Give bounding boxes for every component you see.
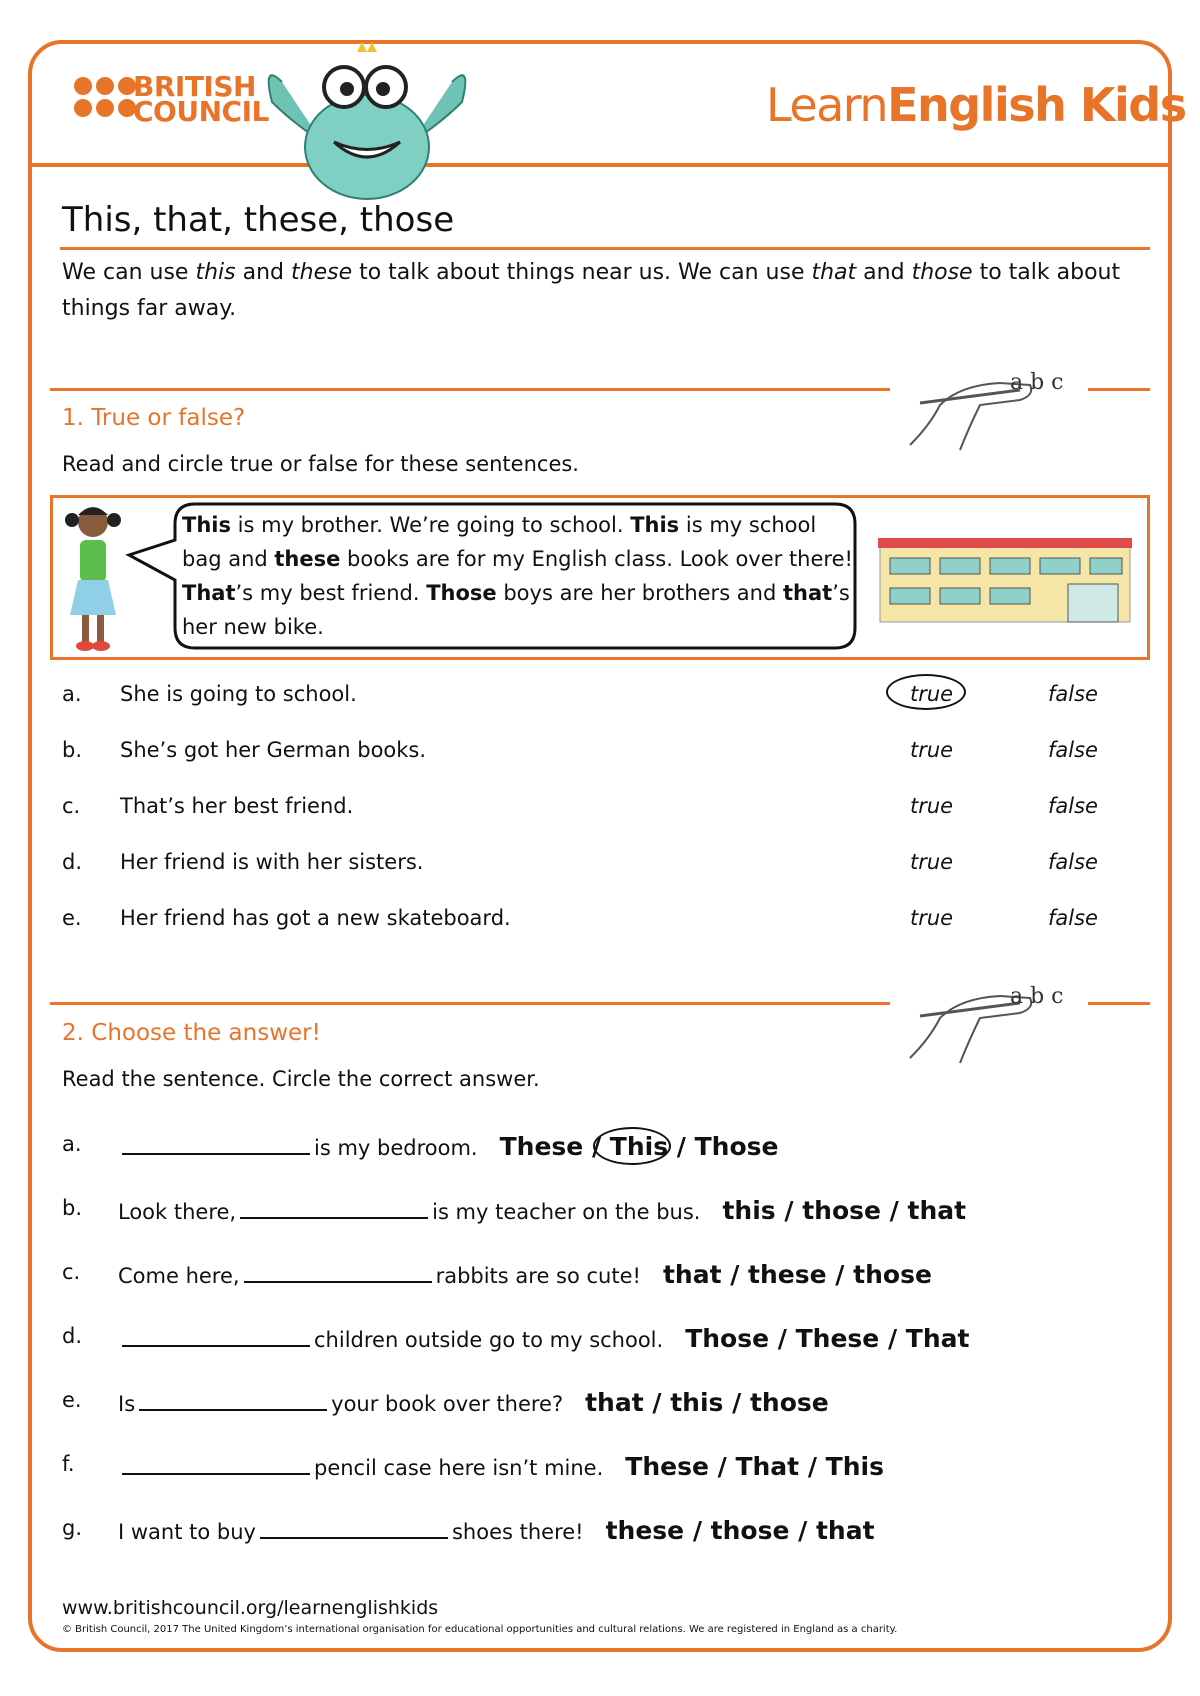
answer-choices[interactable]: that / these / those <box>662 1260 932 1289</box>
item-letter: e. <box>62 1388 82 1412</box>
sentence-start: I want to buy <box>118 1520 256 1544</box>
story-bold-word: This <box>182 513 231 537</box>
option-true[interactable]: true <box>910 906 954 930</box>
option-false[interactable]: false <box>1048 682 1098 706</box>
answer-circle <box>593 1127 671 1165</box>
choose-answer-row <box>62 1516 1162 1556</box>
girl-illustration-icon <box>58 500 128 655</box>
item-letter: g. <box>62 1516 83 1540</box>
british-council-wordmark: BRITISH COUNCIL <box>133 70 269 128</box>
option-false[interactable]: false <box>1048 850 1098 874</box>
answer-choices[interactable]: Those / These / That <box>685 1324 970 1353</box>
option-true[interactable]: true <box>910 794 954 818</box>
sentence-end: is my bedroom. <box>314 1136 478 1160</box>
true-false-row <box>62 738 1142 774</box>
answer-choices[interactable]: These / This / Those <box>500 1132 779 1161</box>
option-true[interactable]: true <box>910 738 954 762</box>
story-text-segment: ’s her new bike. <box>182 581 850 639</box>
item-letter: c. <box>62 1260 81 1284</box>
section2-title: 2. Choose the answer! <box>62 1020 321 1046</box>
question-letter: e. <box>62 906 82 930</box>
footer-copyright: © British Council, 2017 The United Kingdom’s international organisation for educational opportunities and cultural relations. We are registered in England as a charity. <box>62 1624 898 1635</box>
sentence-start: Look there, <box>118 1200 237 1224</box>
answer-blank[interactable] <box>122 1327 310 1347</box>
choose-answer-row <box>62 1260 1162 1300</box>
story-text-segment: is my school bag and <box>182 513 817 571</box>
answer-blank[interactable] <box>122 1455 310 1475</box>
section2-divider-right <box>1088 1002 1150 1005</box>
story-text-segment: ’s my best friend. <box>235 581 427 605</box>
true-false-row <box>62 682 1142 718</box>
option-false[interactable]: false <box>1048 906 1098 930</box>
question-letter: d. <box>62 850 83 874</box>
choose-answer-row <box>62 1132 1162 1172</box>
option-false[interactable]: false <box>1048 794 1098 818</box>
school-building-icon <box>878 534 1132 624</box>
story-text-segment: boys are her brothers and <box>496 581 783 605</box>
header-divider <box>32 163 1168 167</box>
question-letter: b. <box>62 738 83 762</box>
question-text: That’s her best friend. <box>120 794 354 818</box>
section2-instruction: Read the sentence. Circle the correct answer. <box>62 1067 540 1091</box>
sentence-start: Come here, <box>118 1264 240 1288</box>
choose-answer-row <box>62 1196 1162 1236</box>
answer-choices[interactable]: these / those / that <box>605 1516 875 1545</box>
answer-blank[interactable] <box>260 1519 448 1539</box>
answer-blank[interactable] <box>122 1135 310 1155</box>
item-letter: a. <box>62 1132 82 1156</box>
question-letter: c. <box>62 794 81 818</box>
sentence-end: pencil case here isn’t mine. <box>314 1456 604 1480</box>
story-bold-word: that <box>783 581 833 605</box>
sentence-end: is my teacher on the bus. <box>432 1200 701 1224</box>
story-bold-word: these <box>274 547 341 571</box>
hand-writing-icon <box>900 968 1090 1068</box>
answer-blank[interactable] <box>240 1199 428 1219</box>
true-false-row <box>62 906 1142 942</box>
page-title: This, that, these, those <box>62 200 455 240</box>
answer-choices[interactable]: These / That / This <box>625 1452 884 1481</box>
footer-url[interactable]: www.britishcouncil.org/learnenglishkids <box>62 1597 439 1619</box>
sentence-end: children outside go to my school. <box>314 1328 664 1352</box>
learnenglish-kids-logo: LearnEnglish Kids <box>766 78 1186 132</box>
section1-title: 1. True or false? <box>62 405 246 431</box>
sentence-end: your book over there? <box>331 1392 564 1416</box>
question-letter: a. <box>62 682 82 706</box>
item-letter: b. <box>62 1196 83 1220</box>
answer-choices[interactable]: that / this / those <box>585 1388 829 1417</box>
question-text: Her friend is with her sisters. <box>120 850 424 874</box>
section1-divider-right <box>1088 388 1150 391</box>
monster-mascot-icon <box>262 42 472 202</box>
story-text <box>182 508 857 644</box>
option-false[interactable]: false <box>1048 738 1098 762</box>
story-bold-word: This <box>630 513 680 537</box>
sentence-start: Is <box>118 1392 136 1416</box>
story-bold-word: Those <box>426 581 497 605</box>
option-true[interactable]: true <box>910 682 954 706</box>
choose-answer-row <box>62 1452 1162 1492</box>
choose-answer-row <box>62 1324 1162 1364</box>
choose-answer-row <box>62 1388 1162 1428</box>
story-bold-word: That <box>182 581 236 605</box>
true-false-row <box>62 794 1142 830</box>
story-text-segment: is my brother. We’re going to school. <box>230 513 631 537</box>
item-letter: d. <box>62 1324 83 1348</box>
section1-instruction: Read and circle true or false for these sentences. <box>62 452 579 476</box>
sentence-end: shoes there! <box>451 1520 584 1544</box>
question-text: She’s got her German books. <box>120 738 427 762</box>
true-false-row <box>62 850 1142 886</box>
sentence-end: rabbits are so cute! <box>435 1264 641 1288</box>
intro-text: We can use this and these to talk about things near us. We can use that and those to talk about things far away. <box>62 260 1121 321</box>
item-letter: f. <box>62 1452 75 1476</box>
section1-divider-left <box>50 388 890 391</box>
section2-divider-left <box>50 1002 890 1005</box>
answer-blank[interactable] <box>139 1391 327 1411</box>
abc-label: a b c <box>1010 370 1064 395</box>
answer-choices[interactable]: this / those / that <box>722 1196 967 1225</box>
question-text: Her friend has got a new skateboard. <box>120 906 511 930</box>
story-text-segment: books are for my English class. Look over there! <box>340 547 853 571</box>
abc-label: a b c <box>1010 984 1064 1009</box>
answer-blank[interactable] <box>244 1263 432 1283</box>
option-true[interactable]: true <box>910 850 954 874</box>
title-divider <box>60 247 1150 250</box>
question-text: She is going to school. <box>120 682 357 706</box>
